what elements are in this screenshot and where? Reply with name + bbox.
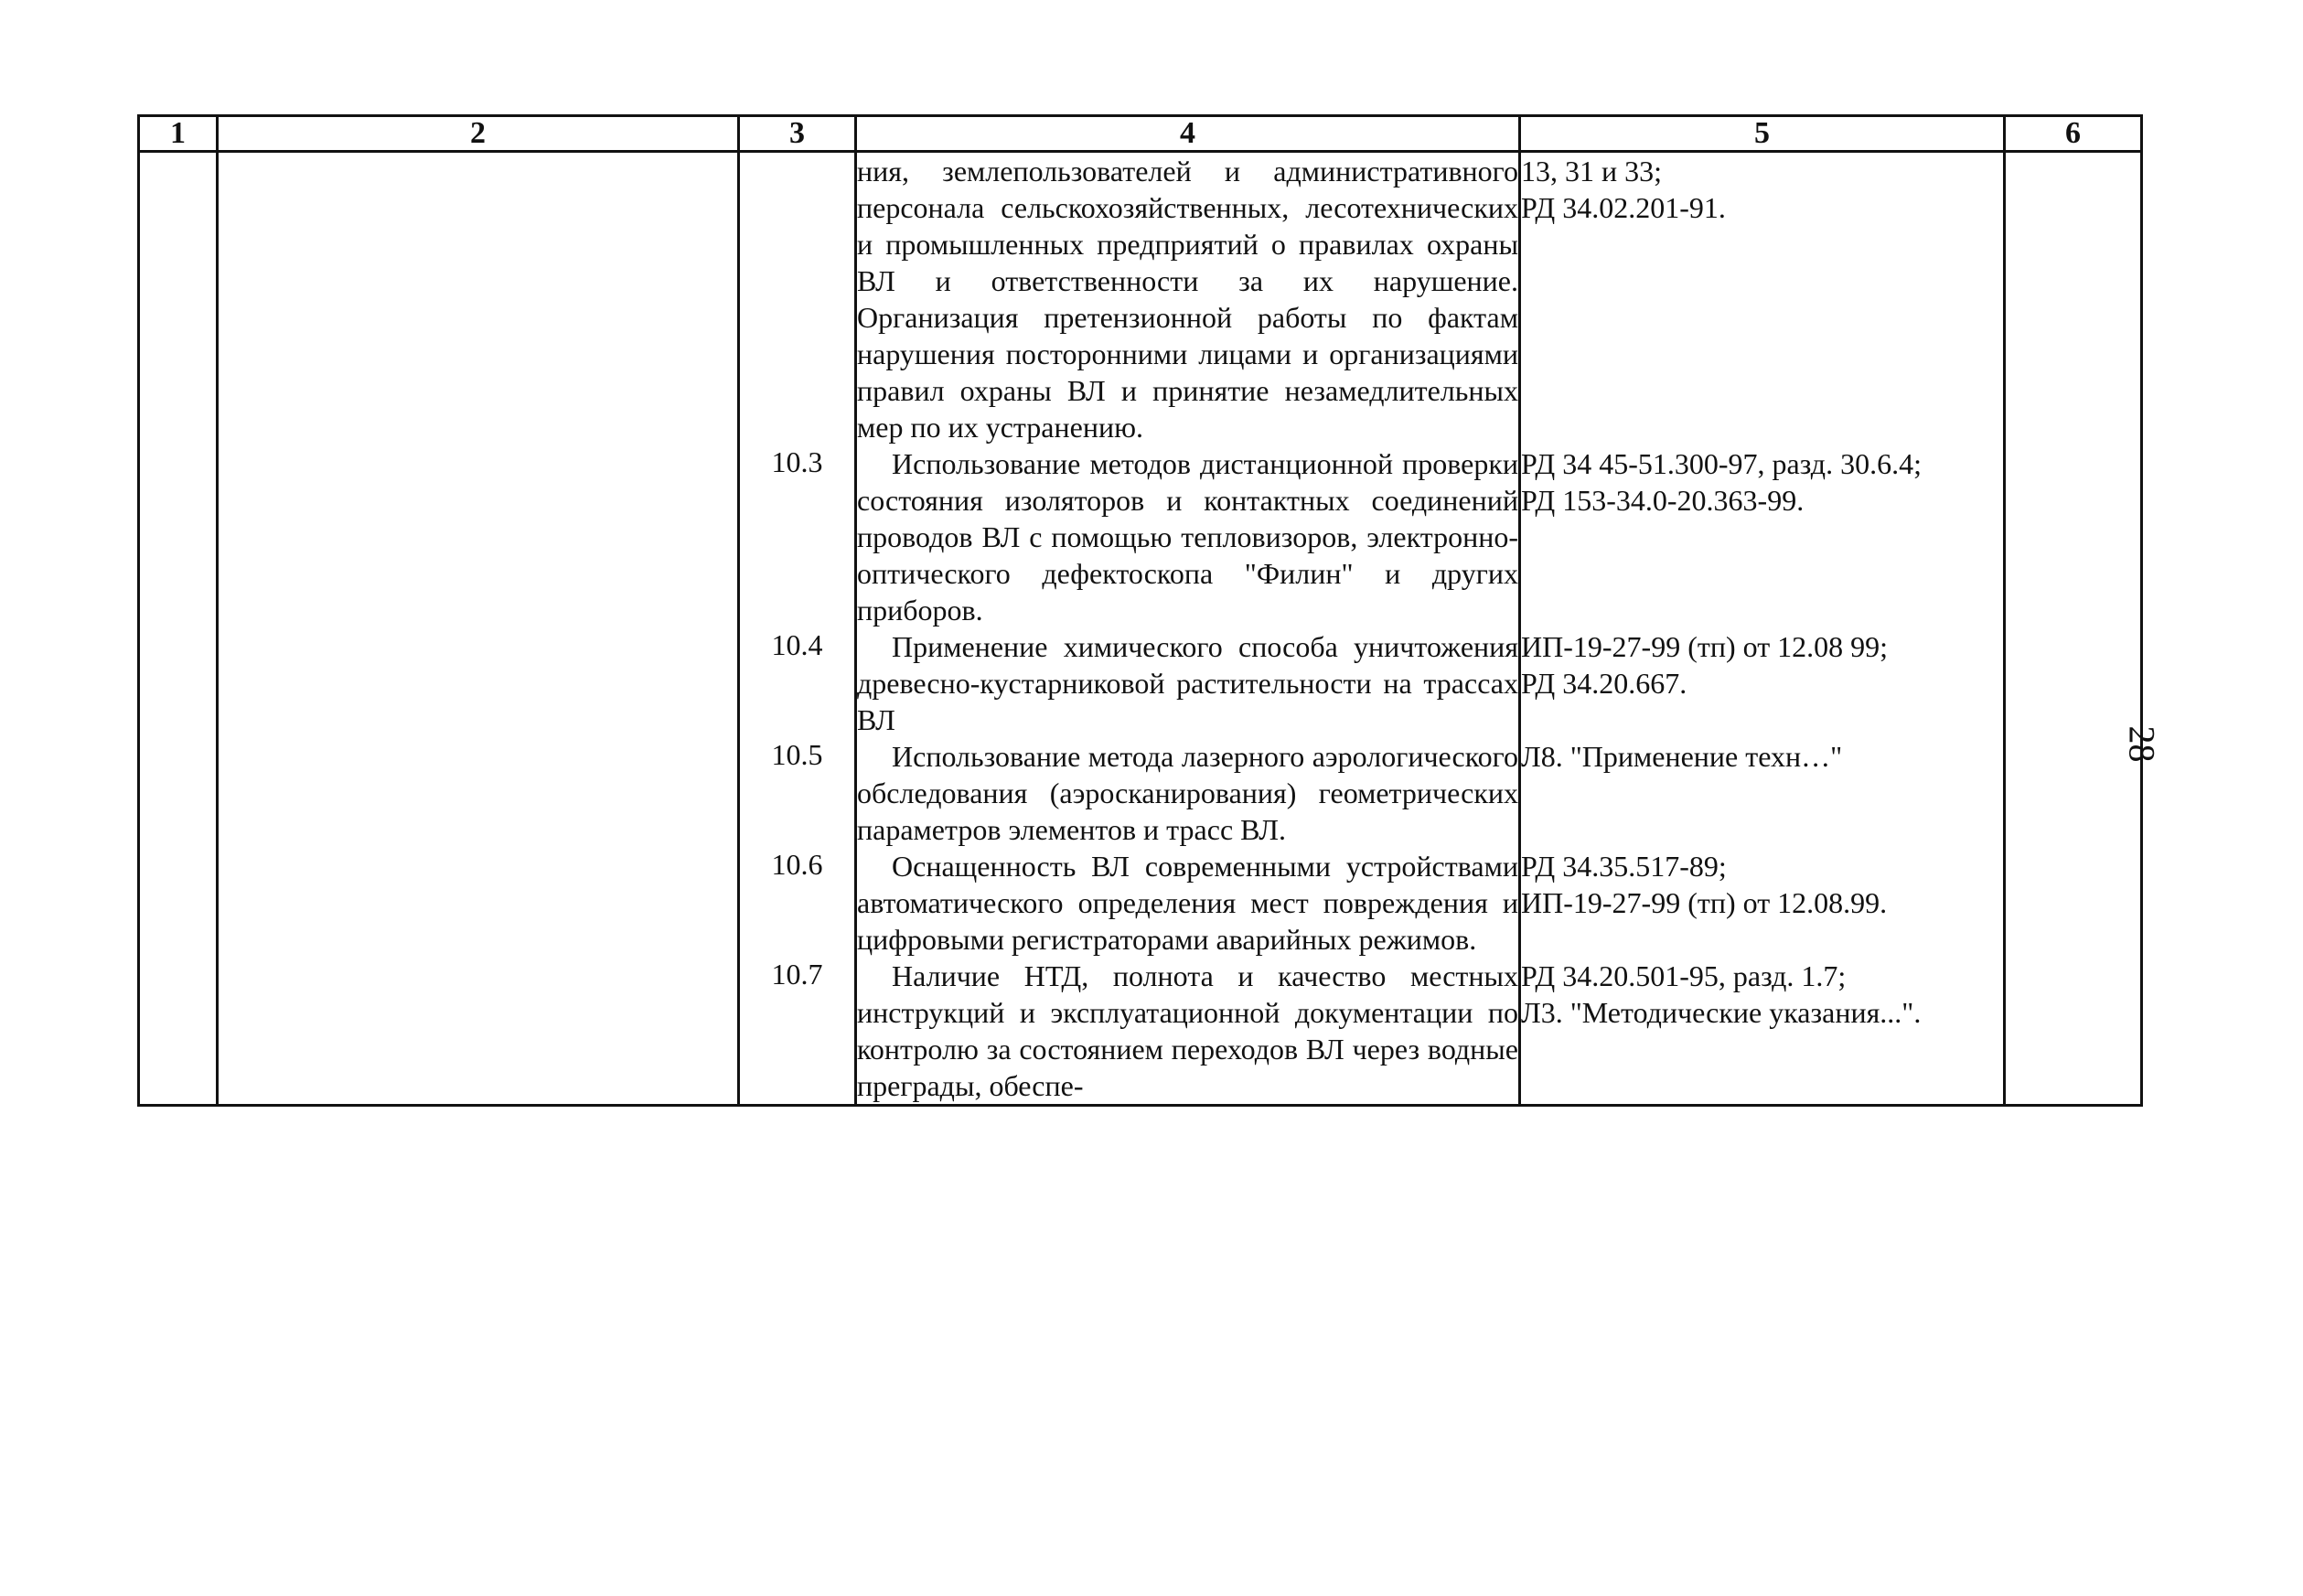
cell-col2 (218, 958, 739, 1106)
cell-col2 (218, 848, 739, 958)
item-description: Применение химического способа уничтожения древесно-кустарниковой растительности на трассах ВЛ (857, 630, 1518, 736)
item-description: Оснащенность ВЛ современными устройствами автоматического определения мест повреждения и цифровыми регистраторами аварийных режимов. (857, 850, 1518, 956)
table-row (139, 958, 2142, 1106)
item-reference: РД 34.20.501-95, разд. 1.7; Л3. "Методические указания...". (1520, 958, 2005, 1106)
table-row (139, 628, 2142, 738)
cell-col1 (139, 152, 218, 446)
cell-col1 (139, 958, 218, 1106)
col-header-1: 1 (139, 116, 218, 152)
cell-col6 (2005, 152, 2142, 446)
cell-col6 (2005, 445, 2142, 628)
table-row (139, 152, 2142, 446)
cell-col1 (139, 445, 218, 628)
col-header-2: 2 (218, 116, 739, 152)
cell-col6 (2005, 958, 2142, 1106)
cell-col1 (139, 738, 218, 848)
item-reference: ИП-19-27-99 (тп) от 12.08 99; РД 34.20.667. (1520, 628, 2005, 738)
item-reference: 13, 31 и 33; РД 34.02.201-91. (1520, 152, 2005, 446)
item-number (739, 152, 856, 446)
item-description: Использование методов дистанционной проверки состояния изоляторов и контактных соединений проводов ВЛ с помощью тепловизоров, электронно-оптического дефектоскопа "Филин" и других приборов. (857, 447, 1518, 627)
item-description: ния, землепользователей и административного персонала сельскохозяйственных, лесотехнических и промышленных предприятий о правилах охраны ВЛ и ответственности за их нарушение. Организация претензионной работы по фактам нарушения посторонними лицами и организациями правил охраны ВЛ и принятие незамедлительных мер по их устранению. (856, 152, 1520, 446)
col-header-3: 3 (739, 116, 856, 152)
cell-col1 (139, 628, 218, 738)
col-header-4: 4 (856, 116, 1520, 152)
cell-col6 (2005, 628, 2142, 738)
item-reference: РД 34.35.517-89; ИП-19-27-99 (тп) от 12.08.99. (1520, 848, 2005, 958)
cell-col2 (218, 445, 739, 628)
col-header-5: 5 (1520, 116, 2005, 152)
cell-col2 (218, 738, 739, 848)
item-description: Использование метода лазерного аэрологического обследования (аэросканирования) геометрических параметров элементов и трасс ВЛ. (857, 740, 1518, 846)
cell-col1 (139, 848, 218, 958)
cell-col2 (218, 628, 739, 738)
table-row (139, 445, 2142, 628)
col-header-6: 6 (2005, 116, 2142, 152)
table-row (139, 848, 2142, 958)
item-reference: Л8. "Применение техн…" (1520, 738, 2005, 848)
table-row (139, 738, 2142, 848)
item-description: Наличие НТД, полнота и качество местных инструкций и эксплуатационной документации по контролю за состоянием переходов ВЛ через водные преграды, обеспе- (856, 958, 1520, 1106)
document-table (137, 114, 2143, 1107)
item-number: 10.4 (739, 628, 856, 738)
item-number: 10.7 (739, 958, 856, 1106)
cell-col6 (2005, 848, 2142, 958)
item-number: 10.5 (739, 738, 856, 848)
header-row (139, 116, 2142, 152)
item-number: 10.6 (739, 848, 856, 958)
page-number: 28 (2121, 725, 2163, 763)
item-reference: РД 34 45-51.300-97, разд. 30.6.4; РД 153-34.0-20.363-99. (1520, 445, 2005, 628)
item-number: 10.3 (739, 445, 856, 628)
cell-col2 (218, 152, 739, 446)
